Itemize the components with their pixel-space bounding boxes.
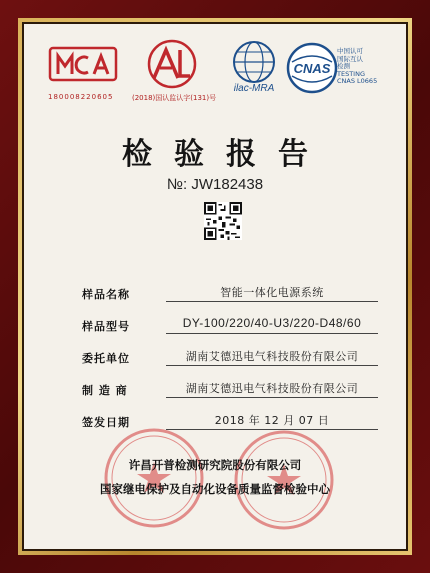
- field-label: 制 造 商: [82, 384, 128, 397]
- qr-code-icon: [204, 202, 242, 240]
- field-value: 智能一体化电源系统: [166, 284, 378, 302]
- issuer-company: 许昌开普检测研究院股份有限公司: [128, 458, 302, 472]
- cma-logo-icon: [48, 44, 118, 86]
- field-label: 签发日期: [82, 416, 130, 429]
- issuer-center: 国家继电保护及自动化设备质量监督检验中心: [100, 482, 330, 496]
- cnas-text: CNAS: [293, 61, 331, 76]
- field-label: 委托单位: [82, 352, 130, 365]
- field-label: 样品名称: [82, 288, 130, 301]
- field-value: DY-100/220/40-U3/220-D48/60: [166, 316, 378, 334]
- field-client: [82, 348, 378, 368]
- field-value: 2018 年 12 月 07 日: [166, 412, 378, 430]
- field-value: 湖南艾德迅电气科技股份有限公司: [166, 348, 378, 366]
- cal-caption: (2018)国认监认字(131)号: [132, 94, 217, 102]
- certificate-paper: [24, 24, 406, 549]
- ilac-mra-logo-icon: [224, 40, 284, 96]
- accreditation-logos: [24, 38, 406, 118]
- inspection-seal-icon: [232, 428, 336, 532]
- field-manufacturer: [82, 380, 378, 400]
- official-seal-icon: [102, 426, 206, 530]
- cnas-logo-icon: [286, 42, 338, 94]
- cma-code: 180008220605: [48, 93, 114, 101]
- page-title: 检验报告: [122, 137, 330, 172]
- field-label: 样品型号: [82, 320, 130, 333]
- cnas-accreditation-text: 中国认可 国际互认 检测 TESTING CNAS L0665: [337, 47, 378, 86]
- cal-logo-icon: [144, 38, 200, 90]
- ilac-text: ilac-MRA: [233, 83, 275, 94]
- gold-border: [18, 18, 412, 555]
- field-sample-model: [82, 316, 378, 336]
- field-value: 湖南艾德迅电气科技股份有限公司: [166, 380, 378, 398]
- field-sample-name: [82, 284, 378, 304]
- report-number: №: JW182438: [166, 176, 264, 193]
